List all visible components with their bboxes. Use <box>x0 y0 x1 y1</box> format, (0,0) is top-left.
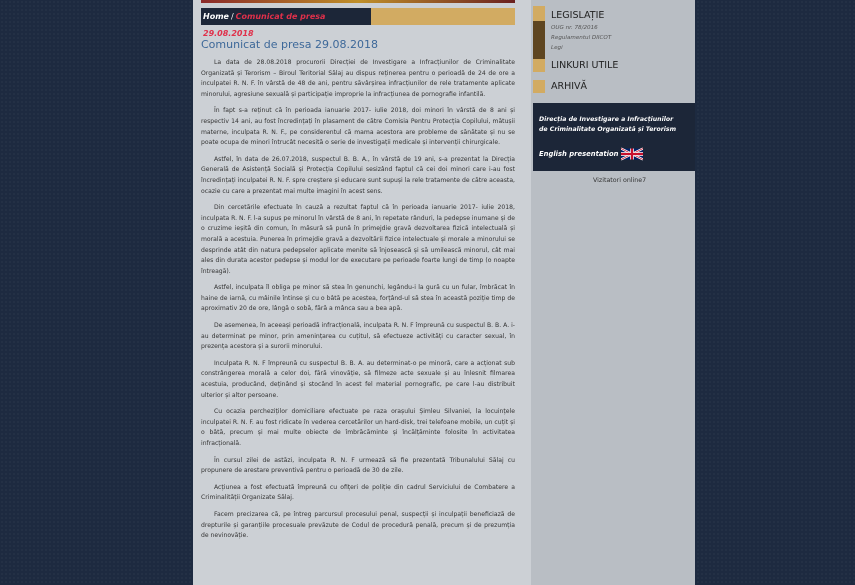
sidebar-item-linkuri-utile[interactable] <box>533 59 618 72</box>
article-paragraph: Cu ocazia percheziților domiciliare efectuate pe raza orașului Șimleu Silvaniei, la locuințele inculpatei R. N. F. au fost ridicate în vederea cercetărilor un hard-disk, trei telefoane mobile, un cuțit și o bâtă, precum și mai multe obiecte de îmbrăcăminte și încălțăminte folosite în activitatea infracțională. <box>201 408 515 447</box>
right-sidebar <box>531 0 695 585</box>
legislatie-marker <box>533 6 545 66</box>
article-paragraph: Astfel, inculpata îl obliga pe minor să stea în genunchi, legându-i la gură cu un fular, îmbrăcat în haine de iarnă, cu mâinile întinse și cu o bâtă pe acestea, forțând-ul să stea în această poziție timp de aproximativ 20 de ore, lângă o sobă, fără a mânca sau a bea apă. <box>201 284 515 313</box>
article-paragraph: Facem precizarea că, pe întreg parcursul procesului penal, suspecții și inculpații beneficiază de drepturile și garanțiile procesuale prevăzute de Codul de procedură penală, precum și de prezumția de nevinovăție. <box>201 510 515 540</box>
sidebar-item-label: LINKURI UTILE <box>551 60 619 71</box>
sidebar-item-legislatie[interactable]: LEGISLAȚIE <box>551 10 605 21</box>
diicot-name-line2: de Criminalitate Organizată și Terorism <box>539 126 677 133</box>
sidebar-item-label: ARHIVĂ <box>551 81 588 92</box>
visitors-counter: Vizitatori online7 <box>593 177 647 184</box>
article-paragraph: De asemenea, în aceeași perioadă infracțională, inculpata R. N. F împreună cu suspectul B. B. A. i-au determinat pe minor, prin amenințarea cu cuțitul, să efectueze activități cu caracter sexual, în prezența acestora și a surorii minorului. <box>201 322 515 351</box>
article-body <box>201 58 515 548</box>
page-title: Comunicat de presa 29.08.2018 <box>201 38 378 51</box>
article-paragraph: Din cercetările efectuate în cauză a rezultat faptul că în perioada ianuarie 2017- iulie 2018, inculpata R. N. F. l-a supus pe minorul în vârstă de 8 ani, în repetate rânduri, la pedepse inumane și de o cruzime ieșită din comun, în măsură să pună în primejdie gravă dezvoltarea fizică intelectuală și morală a acestuia. Punerea în primejdie gravă a dezvoltării fizice intelectuale și morale a minorului se desprinde atât din natura pedepselor aplicate menite să înjosească și să umilească minorul, cât mai ales din durata acestor pedepse și modul lor de executare pe perioade foarte lungi de timp (o noapte întreagă). <box>201 204 515 275</box>
linkuri-marker <box>533 59 545 72</box>
breadcrumb-accent-bar <box>371 8 515 25</box>
article-paragraph: Acțiunea a fost efectuată împreună cu ofițeri de poliție din cadrul Serviciului de Combatere a Criminalității Organizate Sălaj. <box>201 483 515 502</box>
diicot-info-box <box>533 103 695 171</box>
sidebar-subitem-legi[interactable]: Legi <box>551 45 563 51</box>
article-paragraph: În fapt s-a reținut că în perioada ianuarie 2017- iulie 2018, doi minori în vârstă de 8 ani și respectiv 14 ani, au fost încredințați în plasament de către Comisia Pentru Protecția Copilului, mătușii materne, inculpata R. N. F., pe considerentul că mama acestora are probleme de sănătate și nu se poate ocupa de minori întrucât necesită o serie de investigații medicale și intervenții chirurgicale. <box>201 107 515 147</box>
english-presentation-label: English presentation <box>539 150 619 158</box>
article-paragraph: Inculpata R. N. F împreună cu suspectul B. B. A. au determinat-o pe minoră, care a acționat sub constrângerea morală a celor doi, fără vinovăție, să filmeze acte sexuale și au înlesnit filmarea acestuia, producând, deținând și stocând în acest fel material pornografic, pe care l-au distribuit ulterior și altor persoane. <box>201 359 515 399</box>
breadcrumb <box>201 8 371 38</box>
breadcrumb-current: Comunicat de presa 29.08.2018 <box>203 12 326 38</box>
uk-flag-icon <box>621 147 643 161</box>
sidebar-subitem-regulament[interactable]: Regulamentul DIICOT <box>551 35 612 41</box>
breadcrumb-home-link[interactable]: Home <box>203 12 229 21</box>
article-paragraph: În cursul zilei de astăzi, inculpata R. N. F urmează să fie prezentată Tribunalului Sălaj cu propunere de arestare preventivă pentru o perioadă de 30 de zile. <box>201 456 515 475</box>
header-image-strip <box>201 0 515 3</box>
diicot-name-line1: Direcția de Investigare a Infracțiunilor <box>539 116 674 123</box>
sidebar-subitem-oug[interactable]: OUG nr. 78/2016 <box>551 25 598 31</box>
arhiva-marker <box>533 80 545 93</box>
article-paragraph: Astfel, în data de 26.07.2018, suspectul B. B. A., în vârstă de 19 ani, s-a prezentat la Direcția Generală de Asistență Socială și Protecția Copilului sesizând faptul că cei doi minori care i-au fost încredințați inculpatei R. N. F. spre creștere și educare sunt supuși la rele tratamente de către aceasta, ocazie cu care a prezentat mai multe imagini în acest sens. <box>201 155 515 195</box>
main-column <box>193 0 531 585</box>
english-presentation-link[interactable] <box>539 147 643 161</box>
breadcrumb-separator: / <box>230 12 234 21</box>
sidebar-item-arhiva[interactable] <box>533 80 587 93</box>
article-paragraph: La data de 28.08.2018 procurorii Direcției de Investigare a Infracțiunilor de Criminalitate Organizată și Terorism – Biroul Teritorial Sălaj au dispus reținerea pentru o perioadă de 24 de ore a inculpatei R. N. F. în vârstă de 48 de ani, pentru săvârșirea infracțiunilor de rele tratamente aplicate minorului, agresiune sexuală și participație improprie la infracțiunea de pornografie infantilă. <box>201 59 515 98</box>
